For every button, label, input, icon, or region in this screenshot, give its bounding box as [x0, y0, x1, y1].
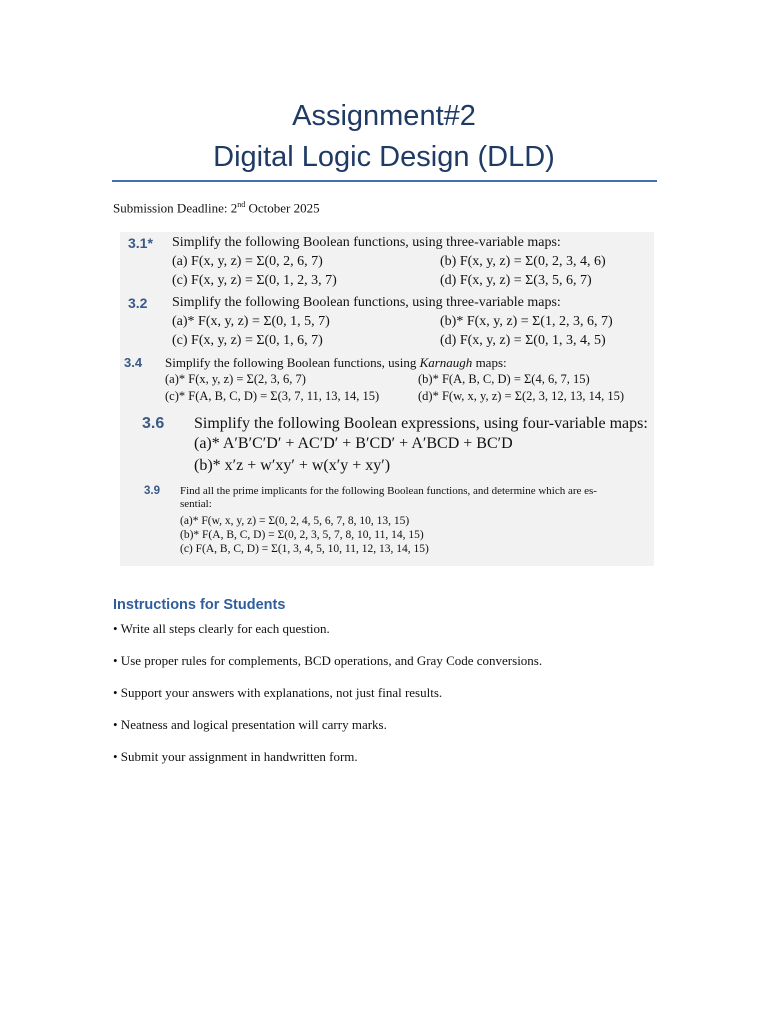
prompt-line-2: sential: — [180, 498, 212, 510]
problem-prompt — [165, 355, 507, 371]
list-item: • Use proper rules for complements, BCD operations, and Gray Code conversions. — [113, 653, 543, 668]
problem-number: 3.1* — [128, 235, 153, 251]
part-a: (a)* F(x, y, z) = Σ(0, 1, 5, 7) — [172, 314, 330, 329]
part-a: (a)* F(x, y, z) = Σ(2, 3, 6, 7) — [165, 372, 306, 386]
problem-prompt: Simplify the following Boolean expressions, using four-variable maps: — [194, 415, 648, 432]
part-b: (b)* F(A, B, C, D) = Σ(4, 6, 7, 15) — [418, 372, 590, 386]
part-c: (c)* F(A, B, C, D) = Σ(3, 7, 11, 13, 14, 15) — [165, 389, 380, 403]
problem-prompt — [180, 485, 597, 511]
part-d: (d) F(x, y, z) = Σ(3, 5, 6, 7) — [440, 273, 592, 288]
prompt-line-1: Find all the prime implicants for the following Boolean functions, and determine which are es- — [180, 485, 597, 497]
list-item: • Neatness and logical presentation will carry marks. — [113, 717, 387, 732]
instructions-heading: Instructions for Students — [113, 597, 286, 613]
part-d: (d)* F(w, x, y, z) = Σ(2, 3, 12, 13, 14, 15) — [418, 389, 625, 403]
part-d: (d) F(x, y, z) = Σ(0, 1, 3, 4, 5) — [440, 333, 606, 348]
deadline-label: Submission Deadline: 2 — [113, 200, 238, 216]
part-b: (b)* F(x, y, z) = Σ(1, 2, 3, 6, 7) — [440, 314, 613, 329]
part-b: (b)* F(A, B, C, D) = Σ(0, 2, 3, 5, 7, 8, 10, 11, 14, 15) — [180, 529, 424, 541]
problem-number: 3.9 — [144, 485, 160, 497]
instructions-list — [113, 620, 542, 780]
part-c: (c) F(x, y, z) = Σ(0, 1, 6, 7) — [172, 333, 323, 348]
page-subtitle: Digital Logic Design (DLD) — [213, 141, 555, 173]
part-c: (c) F(x, y, z) = Σ(0, 1, 2, 3, 7) — [172, 273, 337, 288]
part-c: (c) F(A, B, C, D) = Σ(1, 3, 4, 5, 10, 11, 12, 13, 14, 15) — [180, 543, 429, 555]
problem-number: 3.4 — [124, 355, 143, 370]
list-item: • Support your answers with explanations, not just final results. — [113, 685, 443, 700]
part-b: (b)* x′z + w′xy′ + w(x′y + xy′) — [194, 457, 391, 474]
prompt-italic: Karnaugh — [419, 355, 473, 370]
part-a: (a)* F(w, x, y, z) = Σ(0, 2, 4, 5, 6, 7, 8, 10, 13, 15) — [180, 515, 410, 527]
part-a: (a) F(x, y, z) = Σ(0, 2, 6, 7) — [172, 254, 323, 269]
problem-prompt: Simplify the following Boolean functions, using three-variable maps: — [172, 235, 561, 250]
list-item: • Submit your assignment in handwritten form. — [113, 749, 358, 764]
title-divider — [112, 180, 657, 182]
part-b: (b) F(x, y, z) = Σ(0, 2, 3, 4, 6) — [440, 254, 606, 269]
problem-prompt: Simplify the following Boolean functions, using three-variable maps: — [172, 295, 561, 310]
problem-number: 3.6 — [142, 415, 165, 432]
problem-number: 3.2 — [128, 295, 148, 311]
list-item: • Write all steps clearly for each question. — [113, 621, 330, 636]
deadline-ordinal: nd — [237, 200, 246, 209]
part-a: (a)* A′B′C′D′ + AC′D′ + B′CD′ + A′BCD + BC′D — [194, 435, 513, 452]
page-title: Assignment#2 — [292, 100, 476, 132]
title-block — [0, 96, 768, 178]
textbook-excerpt-image — [120, 232, 654, 566]
prompt-end: maps: — [472, 355, 507, 370]
submission-deadline — [113, 200, 320, 216]
prompt-start: Simplify the following Boolean functions, using — [165, 355, 420, 370]
deadline-rest: October 2025 — [245, 200, 320, 216]
